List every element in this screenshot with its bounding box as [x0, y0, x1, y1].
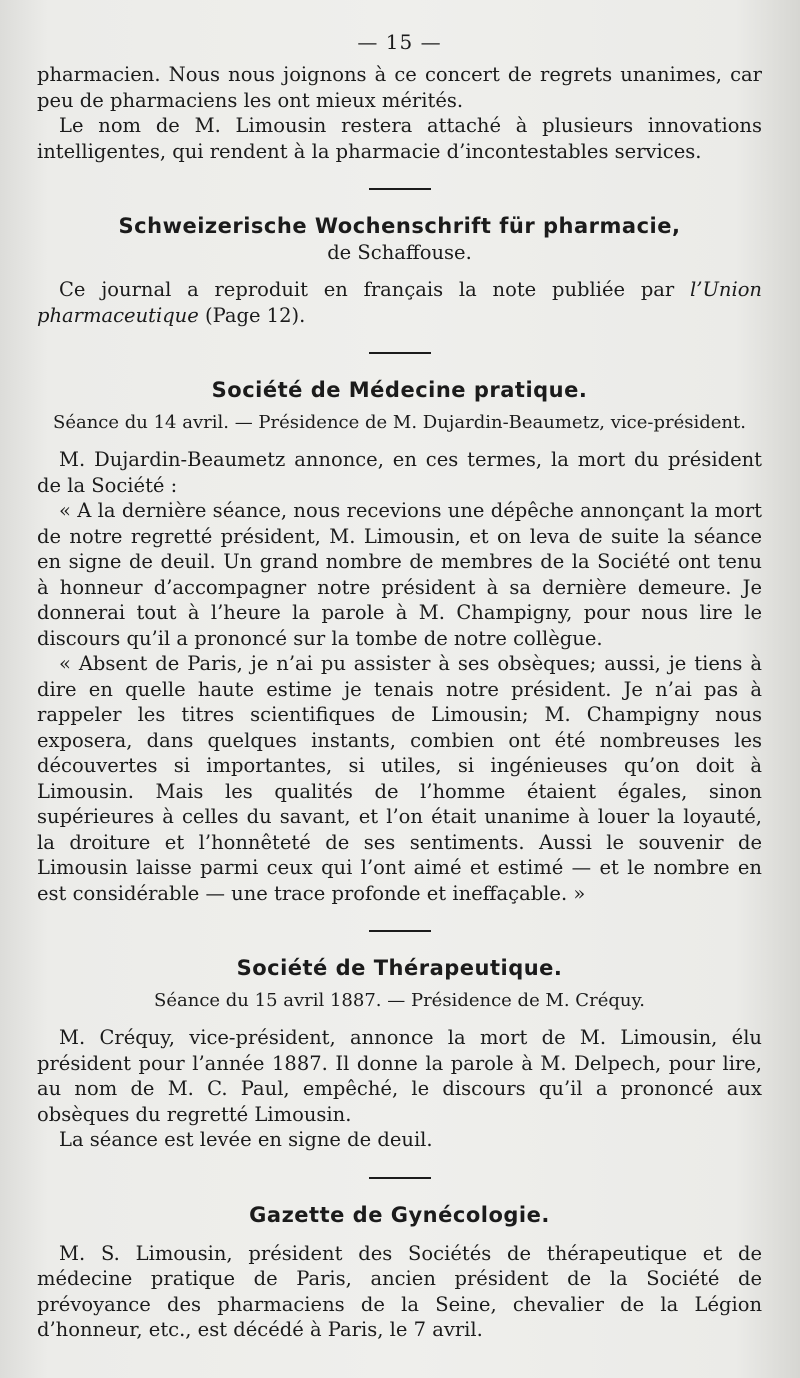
therapeutique-paragraph-1: M. Créquy, vice-président, annonce la mort de M. Limousin, élu président pour l’année 1887. Il donne la parole à M. Delpech, pour lire, au nom de M. C. Paul, empêché, le discours qu’il a prononcé aux obsèques du regretté Limousin. [37, 1026, 762, 1126]
intro-paragraph-1: pharmacien. Nous nous joignons à ce concert de regrets unanimes, car peu de pharmaciens les ont mieux mérités. [37, 63, 762, 112]
schweizerische-text: Ce journal a reproduit en français la note publiée par [59, 278, 691, 301]
section-divider [369, 352, 431, 354]
medecine-paragraph-3: « Absent de Paris, je n’ai pu assister à ses obsèques; aussi, je tiens à dire en quelle haute estime je tenais notre président. Je n’ai pas à rappeler les titres scientifiques de Limousin; M. Champigny nous exposera, dans quelques instants, combien ont été nombreuses les découvertes si importantes, si utiles, si ingénieuses qu’on doit à Limousin. Mais les qualités de l’homme étaient égales, sinon supérieures à celles du savant, et l’on était unanime à louer la loyauté, la droiture et l’honnêteté de ses sentiments. Aussi le souvenir de Limousin laisse parmi ceux qui l’ont aimé et estimé — et le nombre en est considérable — une trace profonde et ineffaçable. » [37, 652, 762, 905]
section-divider [369, 930, 431, 932]
schweizerische-text-tail: (Page 12). [198, 303, 306, 327]
intro-paragraph-2: Le nom de M. Limousin restera attaché à plusieurs innovations intelligentes, qui rendent à la pharmacie d’incontestables services. [37, 114, 762, 163]
gynecologie-paragraph: M. S. Limousin, président des Sociétés de thérapeutique et de médecine pratique de Paris, ancien président de la Société de prévoyance des pharmaciens de la Seine, chevalier de la Légion d’honneur, etc., est décédé à Paris, le 7 avril. [37, 1241, 762, 1341]
therapeutique-paragraph-2: La séance est levée en signe de deuil. [59, 1128, 433, 1151]
union-pharmaceutique-italic: l’Union pharmaceutique [37, 278, 762, 327]
page-number: — 15 — [357, 30, 442, 54]
section-subtitle-schaffouse: de Schaffouse. [327, 241, 472, 264]
seance-line-therapeutique: Séance du 15 avril 1887. — Présidence de M. Créquy. [154, 990, 645, 1011]
section-title-medecine-pratique: Société de Médecine pratique. [211, 378, 588, 402]
section-title-therapeutique: Société de Thérapeutique. [236, 956, 563, 980]
section-divider [369, 1177, 431, 1179]
medecine-paragraph-2: « A la dernière séance, nous recevions une dépêche annonçant la mort de notre regretté président, M. Limousin, et on leva de suite la séance en signe de deuil. Un grand nombre de membres de la Société ont tenu à honneur d’accompagner notre président à sa dernière demeure. Je donnerai tout à l’heure la parole à M. Champigny, pour nous lire le discours qu’il a prononcé sur la tombe de notre collègue. [37, 499, 762, 650]
seance-line-medecine: Séance du 14 avril. — Présidence de M. Dujardin-Beaumetz, vice-président. [53, 412, 746, 433]
section-title-schweizerische: Schweizerische Wochenschrift für pharmacie, [118, 214, 681, 238]
section-divider [369, 188, 431, 190]
section-title-gynecologie: Gazette de Gynécologie. [249, 1202, 550, 1227]
medecine-paragraph-1: M. Dujardin-Beaumetz annonce, en ces termes, la mort du président de la Société : [37, 448, 762, 497]
schweizerische-paragraph [37, 277, 762, 328]
